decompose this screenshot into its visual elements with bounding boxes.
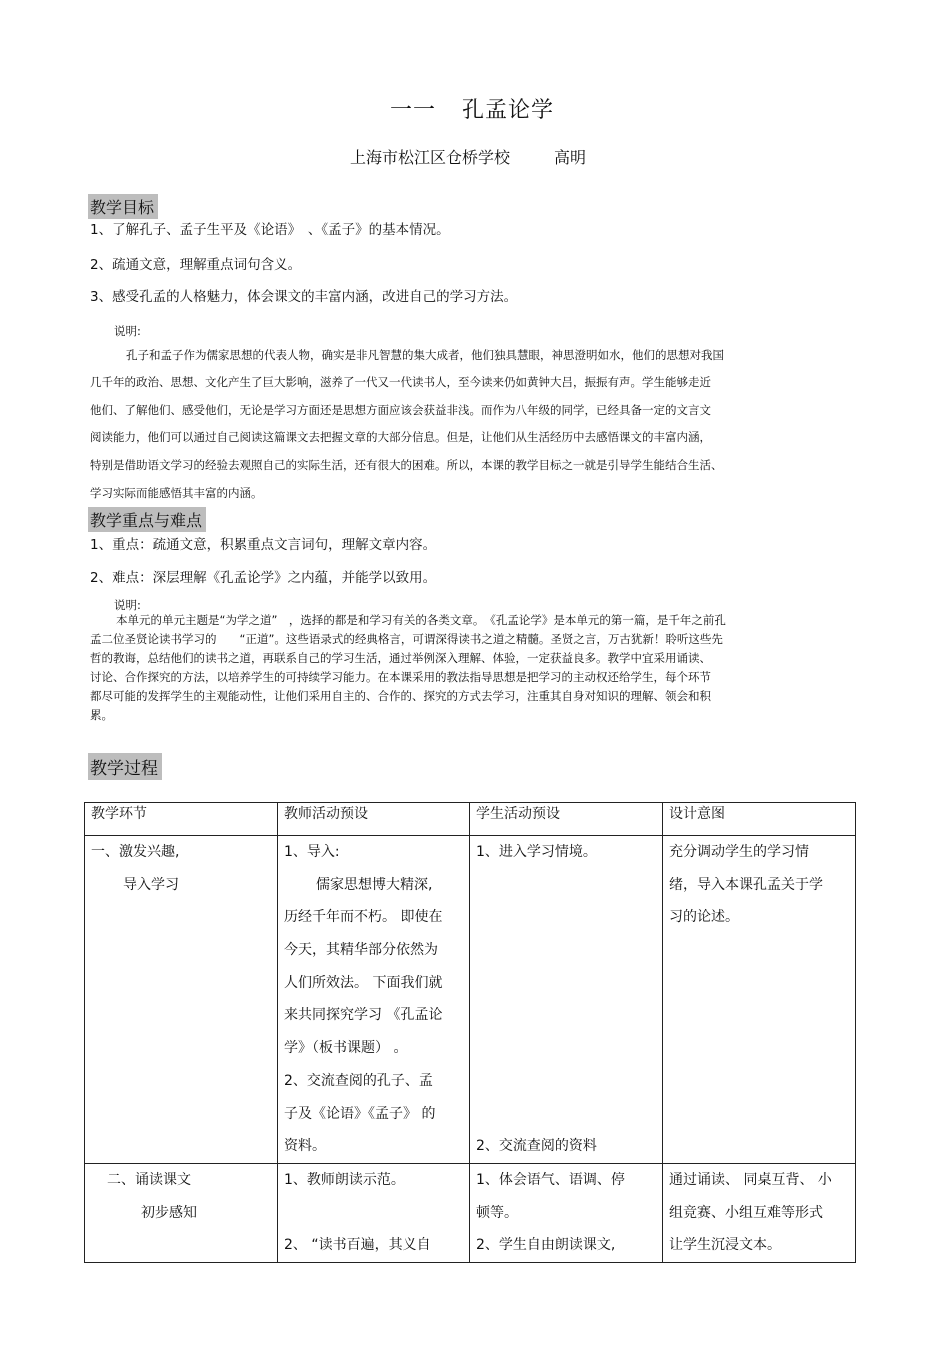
school-name: 上海市松江区仓桥学校 xyxy=(350,148,511,167)
teacher-line: 今天，其精华部分依然为 xyxy=(284,942,438,959)
goal-item-3: 3、感受孔孟的人格魅力，体会课文的丰富内涵，改进自己的学习方法。 xyxy=(90,289,518,305)
intent-line: 习的论述。 xyxy=(669,909,739,926)
intent-line: 通过诵读、 同桌互背、 小 xyxy=(669,1171,832,1188)
teacher-line: 儒家思想博大精深, xyxy=(316,876,433,893)
student-cell xyxy=(470,836,663,1164)
intent-cell xyxy=(663,836,856,1164)
teacher-line: 资料。 xyxy=(284,1138,326,1155)
keypoints-note-label: 说明: xyxy=(114,598,141,612)
teacher-cell xyxy=(278,1163,470,1262)
teacher-line: 1、教师朗读示范。 xyxy=(284,1171,405,1188)
stage-line: 二、诵读课文 xyxy=(107,1171,191,1188)
goals-note-line: 学习实际而能感悟其丰富的内涵。 xyxy=(90,486,263,500)
stage-line: 一、激发兴趣, xyxy=(91,844,180,860)
student-line: 1、体会语气、语调、停 xyxy=(476,1171,625,1188)
table-header-row xyxy=(85,803,856,836)
teacher-line: 1、导入: xyxy=(284,844,340,860)
column-header: 教师活动预设 xyxy=(278,803,470,836)
stage-cell xyxy=(85,1163,278,1262)
intent-line: 组竞赛、小组互难等形式 xyxy=(669,1204,823,1221)
goals-note-line: 几千年的政治、思想、文化产生了巨大影响，滋养了一代又一代读书人，至今读来仍如黄钟大吕，振振有声。学生能够走近 xyxy=(90,375,711,389)
stage-line: 导入学习 xyxy=(123,876,179,893)
student-line: 1、进入学习情境。 xyxy=(476,844,597,860)
goal-item-1: 1、了解孔子、孟子生平及《论语》 、《孟子》的基本情况。 xyxy=(90,222,450,238)
intent-line: 绪，导入本课孔孟关于学 xyxy=(669,876,823,893)
goals-heading: 教学目标 xyxy=(88,194,158,219)
keypoint-item-1: 1、重点：疏通文意，积累重点文言词句，理解文章内容。 xyxy=(90,537,437,553)
goals-note-line: 孔子和孟子作为儒家思想的代表人物，确实是非凡智慧的集大成者，他们独具慧眼，神思澄明如水，他们的思想对我国 xyxy=(126,348,724,362)
author-name: 高明 xyxy=(554,148,587,167)
table-row xyxy=(85,1163,856,1262)
teacher-line: 人们所效法。 下面我们就 xyxy=(284,974,443,991)
keypoints-heading: 教学重点与难点 xyxy=(88,507,206,532)
teacher-line: 来共同探究学习 《孔孟论 xyxy=(284,1007,443,1024)
goals-note-label: 说明: xyxy=(114,324,141,338)
teacher-line: 子及《论语》《孟子》 的 xyxy=(284,1105,436,1122)
title-number: 一一 xyxy=(390,98,437,123)
intent-line: 充分调动学生的学习情 xyxy=(669,844,809,860)
goals-note-line: 特别是借助语文学习的经验去观照自己的实际生活，还有很大的困难。所以，本课的教学目标之一就是引导学生能结合生活、 xyxy=(90,458,723,472)
intent-line: 让学生沉浸文本。 xyxy=(669,1237,781,1254)
goals-note-line: 他们、了解他们、感受他们，无论是学习方面还是思想方面应该会获益非浅。而作为八年级的同学，已经具备一定的文言文 xyxy=(90,403,711,417)
keypoints-note-line: 哲的教诲，总结他们的读书之道，再联系自己的学习生活，通过举例深入理解、体验，一定获益良多。教学中宜采用诵读、 xyxy=(90,651,711,665)
table-row xyxy=(85,836,856,1164)
title-text: 孔孟论学 xyxy=(462,98,555,123)
teacher-line: 学》（板书课题） 。 xyxy=(284,1040,408,1057)
intent-cell xyxy=(663,1163,856,1262)
teacher-line: 历经千年而不朽。 即使在 xyxy=(284,909,443,926)
author-line xyxy=(350,145,586,168)
keypoints-note-line: 孟二位圣贤论读书学习的 “正道”。这些语录式的经典格言，可谓深得读书之道之精髓。圣贤之言，万古犹新！聆听这些先 xyxy=(90,632,723,646)
keypoints-note-line: 累。 xyxy=(90,708,113,722)
teacher-line: 2、 “读书百遍，其义自 xyxy=(284,1237,431,1254)
process-heading: 教学过程 xyxy=(88,753,162,780)
stage-line: 初步感知 xyxy=(141,1204,197,1221)
column-header: 学生活动预设 xyxy=(470,803,663,836)
student-line: 2、交流查阅的资料 xyxy=(476,1138,597,1155)
column-header: 设计意图 xyxy=(663,803,856,836)
goal-item-2: 2、疏通文意，理解重点词句含义。 xyxy=(90,257,302,273)
student-line: 顿等。 xyxy=(476,1204,518,1221)
student-line: 2、学生自由朗读课文, xyxy=(476,1237,616,1254)
document-title xyxy=(390,93,554,124)
process-table xyxy=(84,802,856,1263)
keypoints-note-line: 本单元的单元主题是“为学之道” ，选择的都是和学习有关的各类文章。 《孔孟论学》是本单元的第一篇，是千年之前孔 xyxy=(116,613,726,627)
teacher-cell xyxy=(278,836,470,1164)
goals-note-line: 阅读能力，他们可以通过自己阅读这篇课文去把握文章的大部分信息。但是，让他们从生活经历中去感悟课文的丰富内涵， xyxy=(90,430,711,444)
keypoints-note-line: 都尽可能的发挥学生的主观能动性，让他们采用自主的、合作的、探究的方式去学习，注重其自身对知识的理解、领会和积 xyxy=(90,689,711,703)
keypoints-note-line: 讨论、合作探究的方法，以培养学生的可持续学习能力。在本课采用的教法指导思想是把学习的主动权还给学生，每个环节 xyxy=(90,670,711,684)
teacher-line: 2、交流查阅的孔子、孟 xyxy=(284,1072,433,1089)
student-cell xyxy=(470,1163,663,1262)
stage-cell xyxy=(85,836,278,1164)
keypoint-item-2: 2、难点：深层理解《孔孟论学》之内蕴，并能学以致用。 xyxy=(90,570,437,586)
column-header: 教学环节 xyxy=(85,803,278,836)
